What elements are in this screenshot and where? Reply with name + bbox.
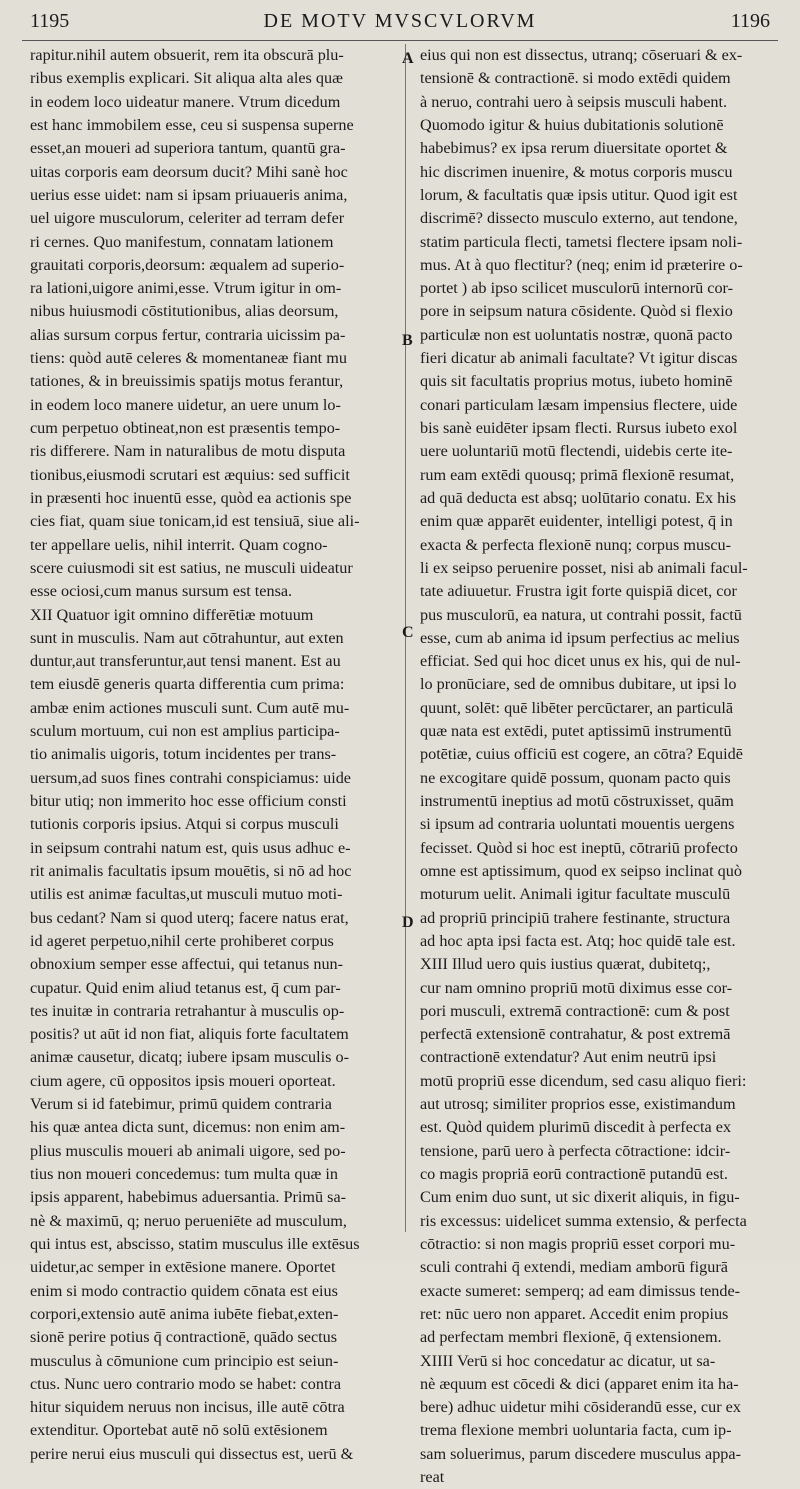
- text-line: contractionē extendatur? Aut enim neutrū ipsi: [420, 1048, 717, 1067]
- text-line: tutionis corporis ipsius. Atqui si corpus musculi: [30, 815, 339, 834]
- text-line: perire nerui eius musculi qui dissectus est, uerū &: [30, 1444, 354, 1463]
- text-line: ad hoc apta ipsi facta est. Atq; hoc quidē tale est.: [420, 931, 736, 950]
- text-line: tem eiusdē generis quarta differentia cum prima:: [30, 675, 345, 694]
- text-line: duntur,aut transferuntur,aut tensi manent. Est au: [30, 652, 341, 671]
- text-line: ris excessus: uidelicet summa extensio, & perfecta: [420, 1211, 747, 1230]
- text-line: ri cernes. Quo manifestum, connatam lationem: [30, 232, 334, 251]
- text-line: ctus. Nunc uero contrario modo se habet: contra: [30, 1374, 342, 1393]
- text-line: tes inuitæ in contraria retrahantur à musculis op-: [30, 1001, 345, 1020]
- text-line: alias sursum corpus fertur, contraria uicissim pa-: [30, 325, 346, 344]
- text-line: nè æquum est cōcedi & dici (apparet enim ita ha-: [420, 1374, 739, 1393]
- text-line: uersum,ad suos fines contrahi conspiciamus: uide: [30, 768, 351, 787]
- text-line: XIII Illud uero quis iustius quærat, dubitetq;,: [420, 955, 711, 974]
- text-line: extenditur. Oportebat autē nō solū extēsionem: [30, 1421, 328, 1440]
- text-line: utilis est animæ facultas,ut musculi mutuo moti-: [30, 885, 343, 904]
- text-line: eius qui non est dissectus, utranq; cōseruari & ex-: [420, 46, 743, 64]
- left-column: [30, 44, 398, 1466]
- text-line: ad propriū principiū trahere festinante, structura: [420, 908, 731, 927]
- text-line: potētiæ, cuius officiū est cogere, an cōtra? Equidē: [420, 745, 743, 764]
- text-line: plius musculis moueri ab animali uigore, sed po-: [30, 1141, 346, 1160]
- text-line: si ipsum ad contraria uoluntati mouentis uergens: [420, 815, 735, 834]
- text-line: musculus à cōmunione cum principio est seiun-: [30, 1351, 339, 1370]
- text-line: grauitati corporis,deorsum: æqualem ad superio-: [30, 255, 345, 274]
- text-line: lorum, & facultatis quæ ipsis utitur. Quod igit est: [420, 185, 738, 204]
- text-line: bus cedant? Nam si quod uterq; facere natus erat,: [30, 908, 349, 927]
- text-line: in præsenti hoc inuentū esse, quòd ea actionis spe: [30, 488, 352, 507]
- text-line: à neruo, contrahi uero à seipsis musculi habent.: [420, 92, 728, 111]
- text-line: tio animalis uigoris, totum incidentes per trans-: [30, 745, 337, 764]
- left-page-number: 1195: [30, 10, 70, 32]
- right-column: [420, 44, 782, 1489]
- text-line: bere) adhuc uidetur mihi cōsiderandū esse, cur ex: [420, 1398, 741, 1417]
- margin-letter-d: D: [402, 914, 414, 931]
- text-line: XIIII Verū si hoc concedatur ac dicatur, ut sa-: [420, 1351, 716, 1370]
- text-line: pori musculi, extremā contractionē: cum & post: [420, 1001, 730, 1020]
- text-line: cur nam omnino propriū motū diximus esse cor-: [420, 978, 733, 997]
- text-line: reat: [420, 1468, 445, 1487]
- text-line: pore in seipsum natura cōsidente. Quòd si flexio: [420, 302, 733, 321]
- text-line: motū propriū esse dicendum, sed casu aliquo fieri:: [420, 1071, 747, 1090]
- text-line: fieri dicatur ab animali facultate? Vt igitur discas: [420, 349, 738, 368]
- text-line: ribus exemplis explicari. Sit aliqua alta ales quæ: [30, 69, 343, 88]
- text-line: scere cuiusmodi sit est satius, ne musculi uideatur: [30, 558, 353, 577]
- text-line: sunt in musculis. Nam aut cōtrahuntur, aut exten: [30, 628, 344, 647]
- text-line: rum eam extēdi quousq; primā flexionē resumat,: [420, 465, 735, 484]
- text-line: li ex seipso peruenire posset, nisi ab animali facul-: [420, 558, 748, 577]
- text-line: rapitur.nihil autem obsuerit, rem ita obscurā plu-: [30, 46, 344, 64]
- text-line: moturum uelit. Animali igitur facultate musculū: [420, 885, 731, 904]
- text-line: est hanc immobilem esse, ceu si suspensa superne: [30, 115, 354, 134]
- text-line: in eodem loco uideatur manere. Vtrum dicedum: [30, 92, 341, 111]
- text-line: aut utrosq; similiter proprios esse, existimandum: [420, 1095, 736, 1114]
- text-line: discrimē? dissecto musculo externo, aut tendone,: [420, 209, 738, 228]
- text-line: particulæ non est uoluntatis nostræ, quonā pacto: [420, 325, 733, 344]
- text-line: uel uigore musculorum, celeriter ad terram defer: [30, 209, 345, 228]
- text-line: enim si modo contractio quidem cōnata est eius: [30, 1281, 338, 1300]
- text-line: uitas corporis eam deorsum ducit? Mihi sanè hoc: [30, 162, 348, 181]
- text-line: in seipsum contrahi natum est, quis usus adhuc e-: [30, 838, 351, 857]
- text-line: ipsis apparent, habebimus aduersantia. Primū sa-: [30, 1188, 347, 1207]
- text-line: exacta & perfecta flexionē nunq; corpus muscu-: [420, 535, 732, 554]
- text-line: quis sit facultatis proprius motus, iubeto hominē: [420, 372, 733, 391]
- text-line: cum perpetuo obtineat,non est præsentis tempo-: [30, 419, 341, 437]
- text-line: tate adiuuetur. Frustra igit forte quispiā dicet, cor: [420, 582, 737, 601]
- header-rule: [22, 40, 778, 41]
- text-line: ret: nūc uero non apparet. Accedit enim propius: [420, 1304, 729, 1323]
- text-line: ad quā deducta est absq; uolūtario conatu. Ex his: [420, 488, 737, 507]
- page-header: [30, 10, 770, 40]
- text-line: sculum mortuum, cui non est amplius participa-: [30, 722, 340, 741]
- text-line: quæ nata est extēdi, putet aptissimū instrumentū: [420, 722, 732, 741]
- text-line: uere uoluntariū motū flectendi, uidebis certe ite-: [420, 442, 733, 461]
- text-line: omne est aptissimum, quod ex seipso inclinat quò: [420, 861, 742, 880]
- text-line: perfectā extensionē contrahatur, & post extremā: [420, 1025, 731, 1044]
- text-line: co magis propriā eorū contractionē putandū est.: [420, 1165, 728, 1183]
- text-line: portet ) ab ipso scilicet musculorū internorū cor-: [420, 279, 733, 298]
- text-line: pus musculorū, ea natura, ut contrahi possit, factū: [420, 605, 742, 624]
- text-line: animæ causetur, dicatq; iubere ipsam musculis o-: [30, 1048, 349, 1067]
- text-line: ambæ enim actiones musculi sunt. Cum autē mu-: [30, 698, 350, 717]
- text-line: est. Quòd quidem plurimū discedit à perfecta ex: [420, 1118, 732, 1137]
- text-line: obnoxium semper esse affectui, qui tetanus nun-: [30, 955, 344, 974]
- text-line: instrumentū ineptius ad motū cōstruxisset, quām: [420, 792, 734, 810]
- running-title: DE MOTV MVSCVLORVM: [263, 10, 537, 32]
- text-line: habebimus? ex ipsa rerum diuersitate oportet &: [420, 139, 728, 158]
- margin-letter-c: C: [402, 624, 414, 641]
- text-line: uerius esse uidet: nam si ipsam priuaueris anima,: [30, 185, 348, 204]
- text-line: in eodem loco manere uidetur, an uere unum lo-: [30, 395, 341, 414]
- text-line: uidetur,ac semper in extēsione manere. Oportet: [30, 1258, 336, 1277]
- text-line: exacte sumeret: semperq; ad eam dimissus tende-: [420, 1281, 741, 1300]
- text-line: quunt, solēt: quē libēter percūctarer, an particulā: [420, 698, 734, 717]
- text-line: tationes, & in breuissimis spatijs motus ferantur,: [30, 372, 344, 391]
- text-line: conari particulam læsam impensius flectere, uide: [420, 395, 738, 414]
- text-line: rit animalis facultatis ipsum mouētis, si nō ad hoc: [30, 861, 352, 880]
- text-line: his quæ antea dicta sunt, dicemus: non enim am-: [30, 1118, 346, 1137]
- text-line: hic discrimen inuenire, & motus corporis muscu: [420, 162, 733, 181]
- text-line: enim quæ apparēt euidenter, intelligi potest, q̄ in: [420, 512, 733, 531]
- text-line: statim particula flecti, tametsi flectere ipsam noli-: [420, 232, 743, 251]
- text-line: cōtractio: si non magis propriū esset corpori mu-: [420, 1234, 736, 1253]
- margin-letter-a: A: [402, 50, 414, 67]
- text-line: sionē perire potius q̄ contractionē, quādo sectus: [30, 1328, 338, 1347]
- text-line: tensionē & contractionē. si modo extēdi quidem: [420, 69, 731, 88]
- text-line: sam soluerimus, parum discedere musculus appa-: [420, 1444, 741, 1463]
- text-line: lo pronūciare, sed de omnibus dubitare, ut ipsi lo: [420, 675, 737, 694]
- text-line: XII Quatuor igit omnino differētiæ motuum: [30, 605, 314, 624]
- text-line: Quomodo igitur & huius dubitationis solutionē: [420, 115, 724, 134]
- text-line: tiens: quòd autē celeres & momentaneæ fiant mu: [30, 349, 347, 368]
- text-line: tensione, parū uero à perfecta cōtractione: idcir-: [420, 1141, 731, 1160]
- text-line: fecisset. Quòd si hoc est ineptū, cōtrariū profecto: [420, 838, 738, 857]
- text-line: cies fiat, quam siue tonicam,id est tensiuā, siue ali-: [30, 512, 360, 531]
- right-page-number: 1196: [730, 10, 770, 32]
- text-line: ris differere. Nam in naturalibus de motu disputa: [30, 442, 346, 461]
- text-line: hitur siquidem neruus non incisus, ille autē cōtra: [30, 1398, 345, 1417]
- text-line: Verum si id fatebimur, primū quidem contraria: [30, 1095, 332, 1114]
- text-line: bitur utiq; non immerito hoc esse officium consti: [30, 792, 347, 810]
- text-line: esset,an moueri ad superiora tantum, quantū gra-: [30, 139, 346, 158]
- text-line: ne excogitare quidē possum, quonam pacto quis: [420, 768, 731, 787]
- text-line: id ageret perpetuo,nihil certe prohiberet corpus: [30, 931, 334, 950]
- text-line: tius non moueri concedemus: tum multa quæ in: [30, 1165, 338, 1183]
- text-line: qui intus est, abscisso, statim musculus ille extēsus: [30, 1234, 360, 1253]
- text-line: nè & maximū, q; neruo perueniēte ad musculum,: [30, 1211, 347, 1230]
- text-line: tionibus,eiusmodi scrutari est æquius: sed sufficit: [30, 465, 350, 484]
- text-line: sculi contrahi q̄ extendi, mediam amborū figurā: [420, 1258, 728, 1277]
- text-line: trema flexione membri uoluntaria facta, cum ip-: [420, 1421, 732, 1440]
- text-line: efficiat. Sed qui hoc dicet unus ex his, qui de nul-: [420, 652, 741, 671]
- text-line: positis? ut aūt id non fiat, aliquis forte facultatem: [30, 1025, 349, 1044]
- margin-letter-b: B: [402, 332, 413, 349]
- text-line: esse ociosi,cum manus sursum est tensa.: [30, 582, 293, 601]
- text-line: ter appellare uelis, nihil interrit. Quam cogno-: [30, 535, 328, 554]
- text-line: bis sanè euidēter ipsam flecti. Rursus iubeto exol: [420, 419, 738, 437]
- text-line: nibus huiusmodi cōstitutionibus, alias deorsum,: [30, 302, 339, 321]
- text-line: cupatur. Quid enim aliud tetanus est, q̄ cum par-: [30, 978, 341, 997]
- text-line: Cum enim duo sunt, ut sic dixerit aliquis, in figu-: [420, 1188, 740, 1207]
- text-line: cium agere, cū oppositos ipsis moueri oporteat.: [30, 1071, 336, 1090]
- text-line: corpori,extensio autē anima iubēte fiebat,exten-: [30, 1304, 339, 1323]
- text-line: esse, cum ab anima id ipsum perfectius ac melius: [420, 628, 740, 647]
- text-line: mus. At à quo flectitur? (neq; enim id præterire o-: [420, 255, 743, 274]
- text-line: ad perfectam membri flexionē, q̄ extensionem.: [420, 1328, 722, 1347]
- text-line: ra lationi,uigore animi,esse. Vtrum igitur in om-: [30, 279, 342, 298]
